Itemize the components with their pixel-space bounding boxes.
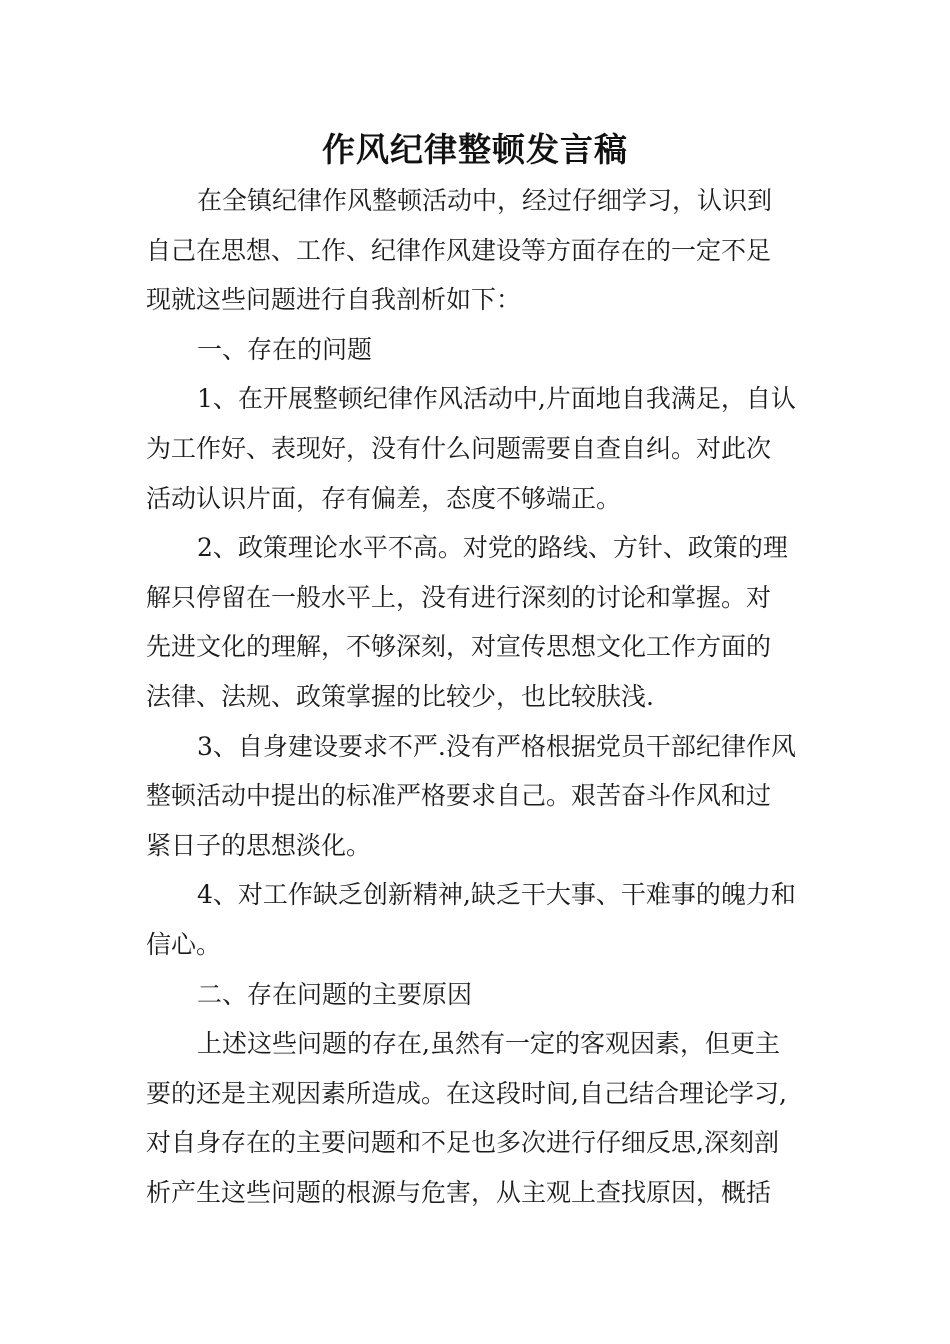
text-line: 信心。 <box>146 929 222 959</box>
text-line: 要的还是主观因素所造成。在这段时间,自己结合理论学习, <box>146 1078 787 1108</box>
text-line: 二、存在问题的主要原因 <box>197 979 473 1009</box>
text-line: 一、存在的问题 <box>197 334 373 364</box>
text-line: 3、自身建设要求不严.没有严格根据党员干部纪律作风 <box>197 731 796 761</box>
text-line: 活动认识片面，存有偏差，态度不够端正。 <box>146 483 622 513</box>
text-line: 上述这些问题的存在,虽然有一定的客观因素，但更主 <box>197 1029 780 1059</box>
text-line: 现就这些问题进行自我剖析如下： <box>146 285 522 315</box>
text-line: 先进文化的理解，不够深刻，对宣传思想文化工作方面的 <box>146 632 772 662</box>
document-body <box>146 176 804 1217</box>
text-line: 析产生这些问题的根源与危害，从主观上查找原因，概括 <box>146 1177 772 1207</box>
text-line: 为工作好、表现好，没有什么问题需要自查自纠。对此次 <box>146 433 772 463</box>
text-line: 紧日子的思想淡化。 <box>146 830 372 860</box>
text-line: 自己在思想、工作、纪律作风建设等方面存在的一定不足 <box>146 235 772 265</box>
text-line: 法律、法规、政策掌握的比较少，也比较肤浅. <box>146 681 654 711</box>
text-line: 4、对工作缺乏创新精神,缺乏干大事、干难事的魄力和 <box>197 880 796 910</box>
text-line: 2、政策理论水平不高。对党的路线、方针、政策的理 <box>197 533 788 563</box>
text-line: 在全镇纪律作风整顿活动中，经过仔细学习，认识到 <box>197 186 773 215</box>
document-title: 作风纪律整顿发言稿 <box>322 130 628 169</box>
text-line: 对自身存在的主要问题和不足也多次进行仔细反思,深刻剖 <box>146 1128 779 1158</box>
text-line: 1、在开展整顿纪律作风活动中,片面地自我满足，自认 <box>197 384 796 414</box>
text-line: 解只停留在一般水平上，没有进行深刻的讨论和掌握。对 <box>146 582 772 612</box>
text-line: 整顿活动中提出的标准严格要求自己。艰苦奋斗作风和过 <box>146 781 772 811</box>
